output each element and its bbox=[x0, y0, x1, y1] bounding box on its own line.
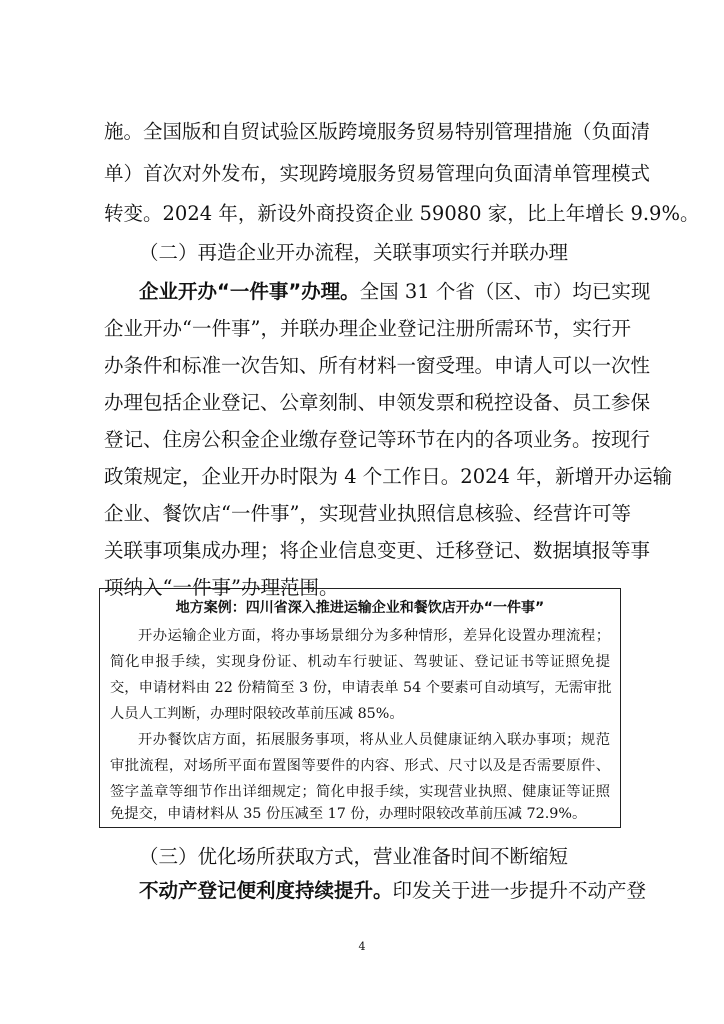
paragraph-text: 印发关于进一步提升不动产登 bbox=[392, 879, 647, 902]
case-text-line: 免提交，申请材料从 35 份压减至 17 份，办理时限较改革前压减 72.9%。 bbox=[110, 806, 587, 822]
paragraph-text: 全国 31 个省（区、市）均已实现 bbox=[359, 280, 651, 303]
paragraph-lead: 企业开办“一件事”办理。 bbox=[139, 280, 360, 303]
body-text-line: 企业开办“一件事”，并联办理企业登记注册所需环节，实行开 bbox=[104, 317, 631, 340]
body-text-line: 单）首次对外发布，实现跨境服务贸易管理向负面清单管理模式 bbox=[104, 162, 651, 185]
body-text-line bbox=[139, 874, 647, 908]
body-text-line: 办理包括企业登记、公章刻制、申领发票和税控设备、员工参保 bbox=[104, 391, 651, 414]
case-text-line: 人员人工判断，办理时限较改革前压减 85%。 bbox=[110, 706, 404, 722]
body-text-line: 企业、餐饮店“一件事”，实现营业执照信息核验、经营许可等 bbox=[104, 502, 631, 525]
body-text-line: 关联事项集成办理；将企业信息变更、迁移登记、数据填报等事 bbox=[104, 539, 651, 562]
body-text-line: 政策规定，企业开办时限为 4 个工作日。2024 年，新增开办运输 bbox=[104, 465, 673, 488]
body-text-line: 转变。2024 年，新设外商投资企业 59080 家，比上年增长 9.9%。 bbox=[104, 202, 700, 225]
case-text-line: 简化申报手续，实现身份证、机动车行驶证、驾驶证、登记证书等证照免提 bbox=[110, 654, 610, 670]
body-text-line: 办条件和标准一次告知、所有材料一窗受理。申请人可以一次性 bbox=[104, 354, 651, 377]
page-number: 4 bbox=[358, 940, 366, 953]
body-text-line: 登记、住房公积金企业缴存登记等环节在内的各项业务。按现行 bbox=[104, 428, 651, 451]
section-heading-3: （三）优化场所获取方式，营业准备时间不断缩短 bbox=[139, 845, 569, 868]
case-study-box bbox=[99, 588, 621, 828]
body-text-line bbox=[139, 275, 651, 309]
case-text-line: 审批流程，对场所平面布置图等要件的内容、形式、尺寸以及是否需要原件、 bbox=[110, 758, 610, 774]
case-text-line: 开办运输企业方面，将办事场景细分为多种情形，差异化设置办理流程； bbox=[138, 628, 610, 644]
case-text-line: 交，申请材料由 22 份精简至 3 份，申请表单 54 个要素可自动填写，无需审批 bbox=[110, 680, 612, 696]
section-heading-2: （二）再造企业开办流程，关联事项实行并联办理 bbox=[139, 241, 569, 264]
case-study-title: 地方案例：四川省深入推进运输企业和餐饮店开办“一件事” bbox=[175, 600, 545, 616]
body-text-line: 施。全国版和自贸试验区版跨境服务贸易特别管理措施（负面清 bbox=[104, 120, 651, 143]
case-text-line: 签字盖章等细节作出详细规定；简化申报手续，实现营业执照、健康证等证照 bbox=[110, 784, 610, 800]
paragraph-lead: 不动产登记便利度持续提升。 bbox=[139, 879, 393, 902]
case-text-line: 开办餐饮店方面，拓展服务事项，将从业人员健康证纳入联办事项；规范 bbox=[138, 732, 610, 748]
body-text-line: 项纳入“一件事”办理范围。 bbox=[104, 576, 339, 599]
